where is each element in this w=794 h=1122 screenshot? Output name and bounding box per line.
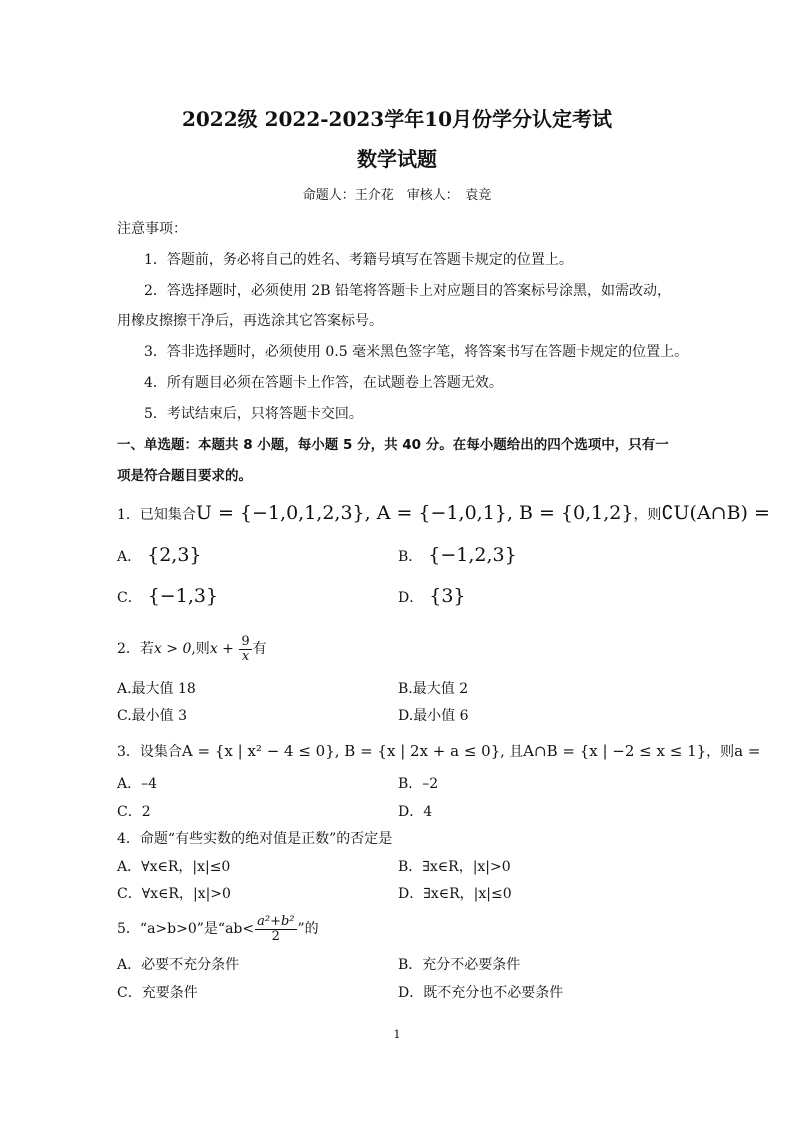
note-item: 5．考试结束后，只将答题卡交回。 [144, 406, 363, 422]
option-label: C． [117, 886, 142, 902]
notes-heading: 注意事项： [117, 221, 187, 237]
question-number: 3． [117, 744, 140, 760]
question-text: 有 [252, 641, 267, 657]
option-c [117, 706, 187, 726]
option-c [117, 884, 231, 904]
authors-line: 命题人：王介花 审核人： 袁竞 [302, 188, 492, 203]
note-item: 用橡皮擦擦干净后，再选涂其它答案标号。 [117, 313, 383, 329]
option-text: ∃x∈R，|x|≤0 [423, 886, 512, 902]
question-math: A = {x | x² − 4 ≤ 0}, B = {x | 2x + a ≤ 0} [181, 742, 501, 760]
question-text: 已知集合 [139, 507, 196, 523]
note-item: 4．所有题目必须在答题卡上作答，在试题卷上答题无效。 [144, 375, 503, 391]
question-2-stem: 2．若x > 0,则x + $\frac{9}{x}$ 有 [117, 633, 267, 664]
option-b [398, 545, 517, 567]
option-label: C． [117, 590, 142, 606]
question-number: 4． [117, 831, 140, 847]
option-label: D． [398, 590, 424, 606]
option-text: {3} [429, 585, 466, 607]
option-text: 最大值 18 [131, 681, 196, 697]
option-text: 充分不必要条件 [422, 957, 521, 973]
question-math: ∁U(A∩B) = [661, 502, 770, 524]
exam-title: 2022级 2022-2023学年10月份学分认定考试 [181, 107, 613, 131]
question-text: ,则 [191, 641, 210, 657]
option-text: 最小值 6 [413, 708, 469, 724]
section-heading-cont: 项是符合题目要求的。 [117, 468, 252, 484]
option-label: D． [398, 886, 424, 902]
option-text: {2,3} [147, 544, 202, 566]
option-text: 必要不充分条件 [141, 957, 240, 973]
option-d [398, 802, 432, 822]
question-3-stem [117, 741, 760, 762]
option-b [398, 955, 520, 975]
option-text: –2 [422, 776, 439, 792]
question-text: 若 [139, 641, 154, 657]
option-b [398, 679, 468, 699]
option-text: 既不充分也不必要条件 [423, 985, 564, 1001]
note-item: 1．答题前，务必将自己的姓名、考籍号填写在答题卡规定的位置上。 [144, 252, 573, 268]
option-label: B． [398, 776, 423, 792]
option-text: 最小值 3 [131, 708, 188, 724]
option-label: A. [117, 681, 132, 697]
option-a [117, 545, 202, 567]
option-label: D. [398, 708, 414, 724]
fraction: $\frac{\text{a²+b²}}{2}$ [257, 913, 295, 944]
note-item: 3．答非选择题时，必须使用 0.5 毫米黑色签字笔，将答案书写在答题卡规定的位置上。 [144, 344, 689, 360]
option-text: ∀x∈R，|x|>0 [141, 886, 231, 902]
question-number: 1． [117, 507, 140, 523]
option-text: 充要条件 [141, 985, 198, 1001]
option-a [117, 955, 239, 975]
question-number: 5． [117, 921, 140, 937]
option-a [117, 857, 230, 877]
option-label: C． [117, 804, 142, 820]
question-1-stem [117, 503, 770, 525]
option-label: B． [398, 859, 423, 875]
question-math: A∩B = {x | −2 ≤ x ≤ 1} [523, 742, 707, 760]
option-label: D． [398, 985, 424, 1001]
option-text: 2 [141, 804, 151, 820]
question-4-stem [117, 829, 392, 849]
option-b [398, 774, 438, 794]
option-d [398, 983, 563, 1003]
note-item: 2．答选择题时，必须使用 2B 铅笔将答题卡上对应题目的答案标号涂黑，如需改动， [144, 283, 672, 299]
question-math: x > 0 [153, 641, 192, 657]
fraction: $\frac{9}{x}$ [241, 633, 250, 664]
option-text: 最大值 2 [412, 681, 469, 697]
option-label: B． [398, 957, 423, 973]
option-d [398, 706, 469, 726]
option-text: ∀x∈R，|x|≤0 [141, 859, 231, 875]
option-text: 4 [423, 804, 433, 820]
option-label: A． [117, 549, 142, 565]
question-text: “a>b>0”是“ab< [139, 921, 255, 937]
option-label: B． [398, 549, 423, 565]
option-text: {−1,3} [147, 585, 219, 607]
option-d [398, 586, 466, 608]
option-label: A． [117, 776, 142, 792]
section-heading: 一、单选题：本题共 8 小题，每小题 5 分，共 40 分。在每小题给出的四个选项中，只有一 [117, 437, 669, 453]
option-text: ∃x∈R，|x|>0 [422, 859, 511, 875]
option-b [398, 857, 511, 877]
option-label: C. [117, 708, 132, 724]
question-text: 命题“有些实数的绝对值是正数”的否定是 [139, 831, 393, 847]
option-label: A． [117, 957, 142, 973]
question-5-stem [117, 912, 319, 946]
option-c [117, 586, 218, 608]
option-a [117, 679, 196, 699]
option-d [398, 884, 512, 904]
question-text: ”的 [297, 921, 319, 937]
option-text: {−1,2,3} [428, 544, 517, 566]
option-c [117, 802, 151, 822]
subject-title: 数学试题 [357, 147, 437, 171]
option-text: –4 [141, 776, 158, 792]
page-number: 1 [393, 1028, 401, 1041]
question-text: ，则 [706, 744, 735, 760]
option-label: B. [398, 681, 413, 697]
question-math: U = {−1,0,1,2,3}, A = {−1,0,1}, B = {0,1,2} [195, 502, 634, 524]
question-text: , 且 [500, 744, 524, 760]
option-label: A． [117, 859, 142, 875]
question-number: 2． [117, 641, 140, 657]
question-text: ，则 [633, 507, 662, 523]
option-label: C． [117, 985, 142, 1001]
option-c [117, 983, 198, 1003]
question-math: a = [734, 742, 761, 760]
option-a [117, 774, 157, 794]
option-label: D． [398, 804, 424, 820]
question-text: 设集合 [139, 744, 182, 760]
